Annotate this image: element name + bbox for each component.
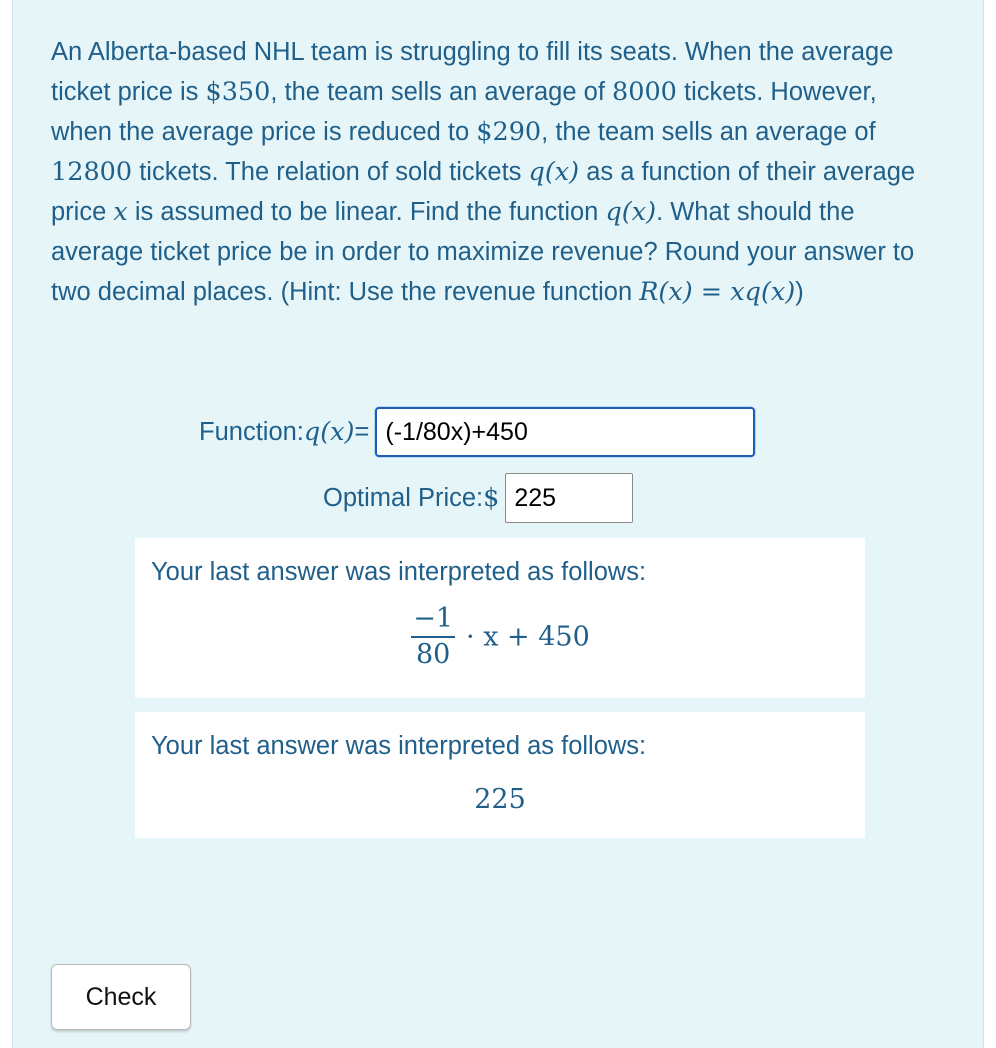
function-label: Function:: [199, 417, 304, 446]
math-price-2: $290: [476, 117, 542, 147]
question-text: [51, 32, 931, 312]
math-tickets-2: 12800: [51, 157, 133, 187]
feedback-title: Your last answer was interpreted as follows:: [151, 558, 647, 586]
dollar-sign: $: [483, 483, 500, 513]
optimal-price-label: Optimal Price:: [323, 483, 484, 512]
function-math-label: q(x): [303, 417, 355, 447]
optimal-price-input[interactable]: [505, 473, 633, 523]
function-answer-input[interactable]: [375, 407, 755, 457]
fraction: [410, 604, 456, 670]
interpreted-value: 225: [474, 784, 526, 815]
feedback-box-function: [135, 538, 865, 698]
function-answer-row: [199, 406, 755, 458]
feedback-box-price: [135, 712, 865, 838]
math-revenue-function: R(x) = xq(x): [639, 277, 796, 307]
problem-panel: [12, 0, 984, 1048]
question-text-part: is assumed to be linear. Find the function: [127, 198, 606, 226]
question-text-part: ): [795, 278, 804, 306]
equals-sign: =: [354, 417, 370, 446]
feedback-title: Your last answer was interpreted as follows:: [151, 732, 647, 760]
question-text-part: as a function of their average price: [51, 158, 916, 226]
price-answer-row: [323, 472, 633, 524]
expression-rest: · x + 450: [466, 621, 590, 653]
question-text-part: . What should the average ticket price be in order to maximize revenue? Round your answer to two decimal places. (Hint: Use the revenue function: [51, 198, 915, 306]
math-q-of-x: q(x): [605, 197, 657, 227]
question-text-part: , the team sells an average of: [541, 118, 876, 146]
math-tickets-1: 8000: [612, 77, 677, 107]
check-button[interactable]: Check: [51, 964, 191, 1030]
question-text-part: An Alberta-based NHL team is struggling to fill its seats. When the average ticket price is: [51, 38, 894, 106]
question-text-part: tickets. The relation of sold tickets: [132, 158, 529, 186]
question-text-part: , the team sells an average of: [270, 78, 612, 106]
interpreted-expression: [135, 604, 865, 670]
question-text-part: tickets. However, when the average price is reduced to: [51, 78, 877, 146]
math-x-variable: x: [113, 197, 128, 227]
fraction-numerator: −1: [413, 603, 454, 634]
math-q-of-x: q(x): [528, 157, 580, 187]
math-price-1: $350: [205, 77, 271, 107]
fraction-denominator: 80: [415, 639, 451, 670]
